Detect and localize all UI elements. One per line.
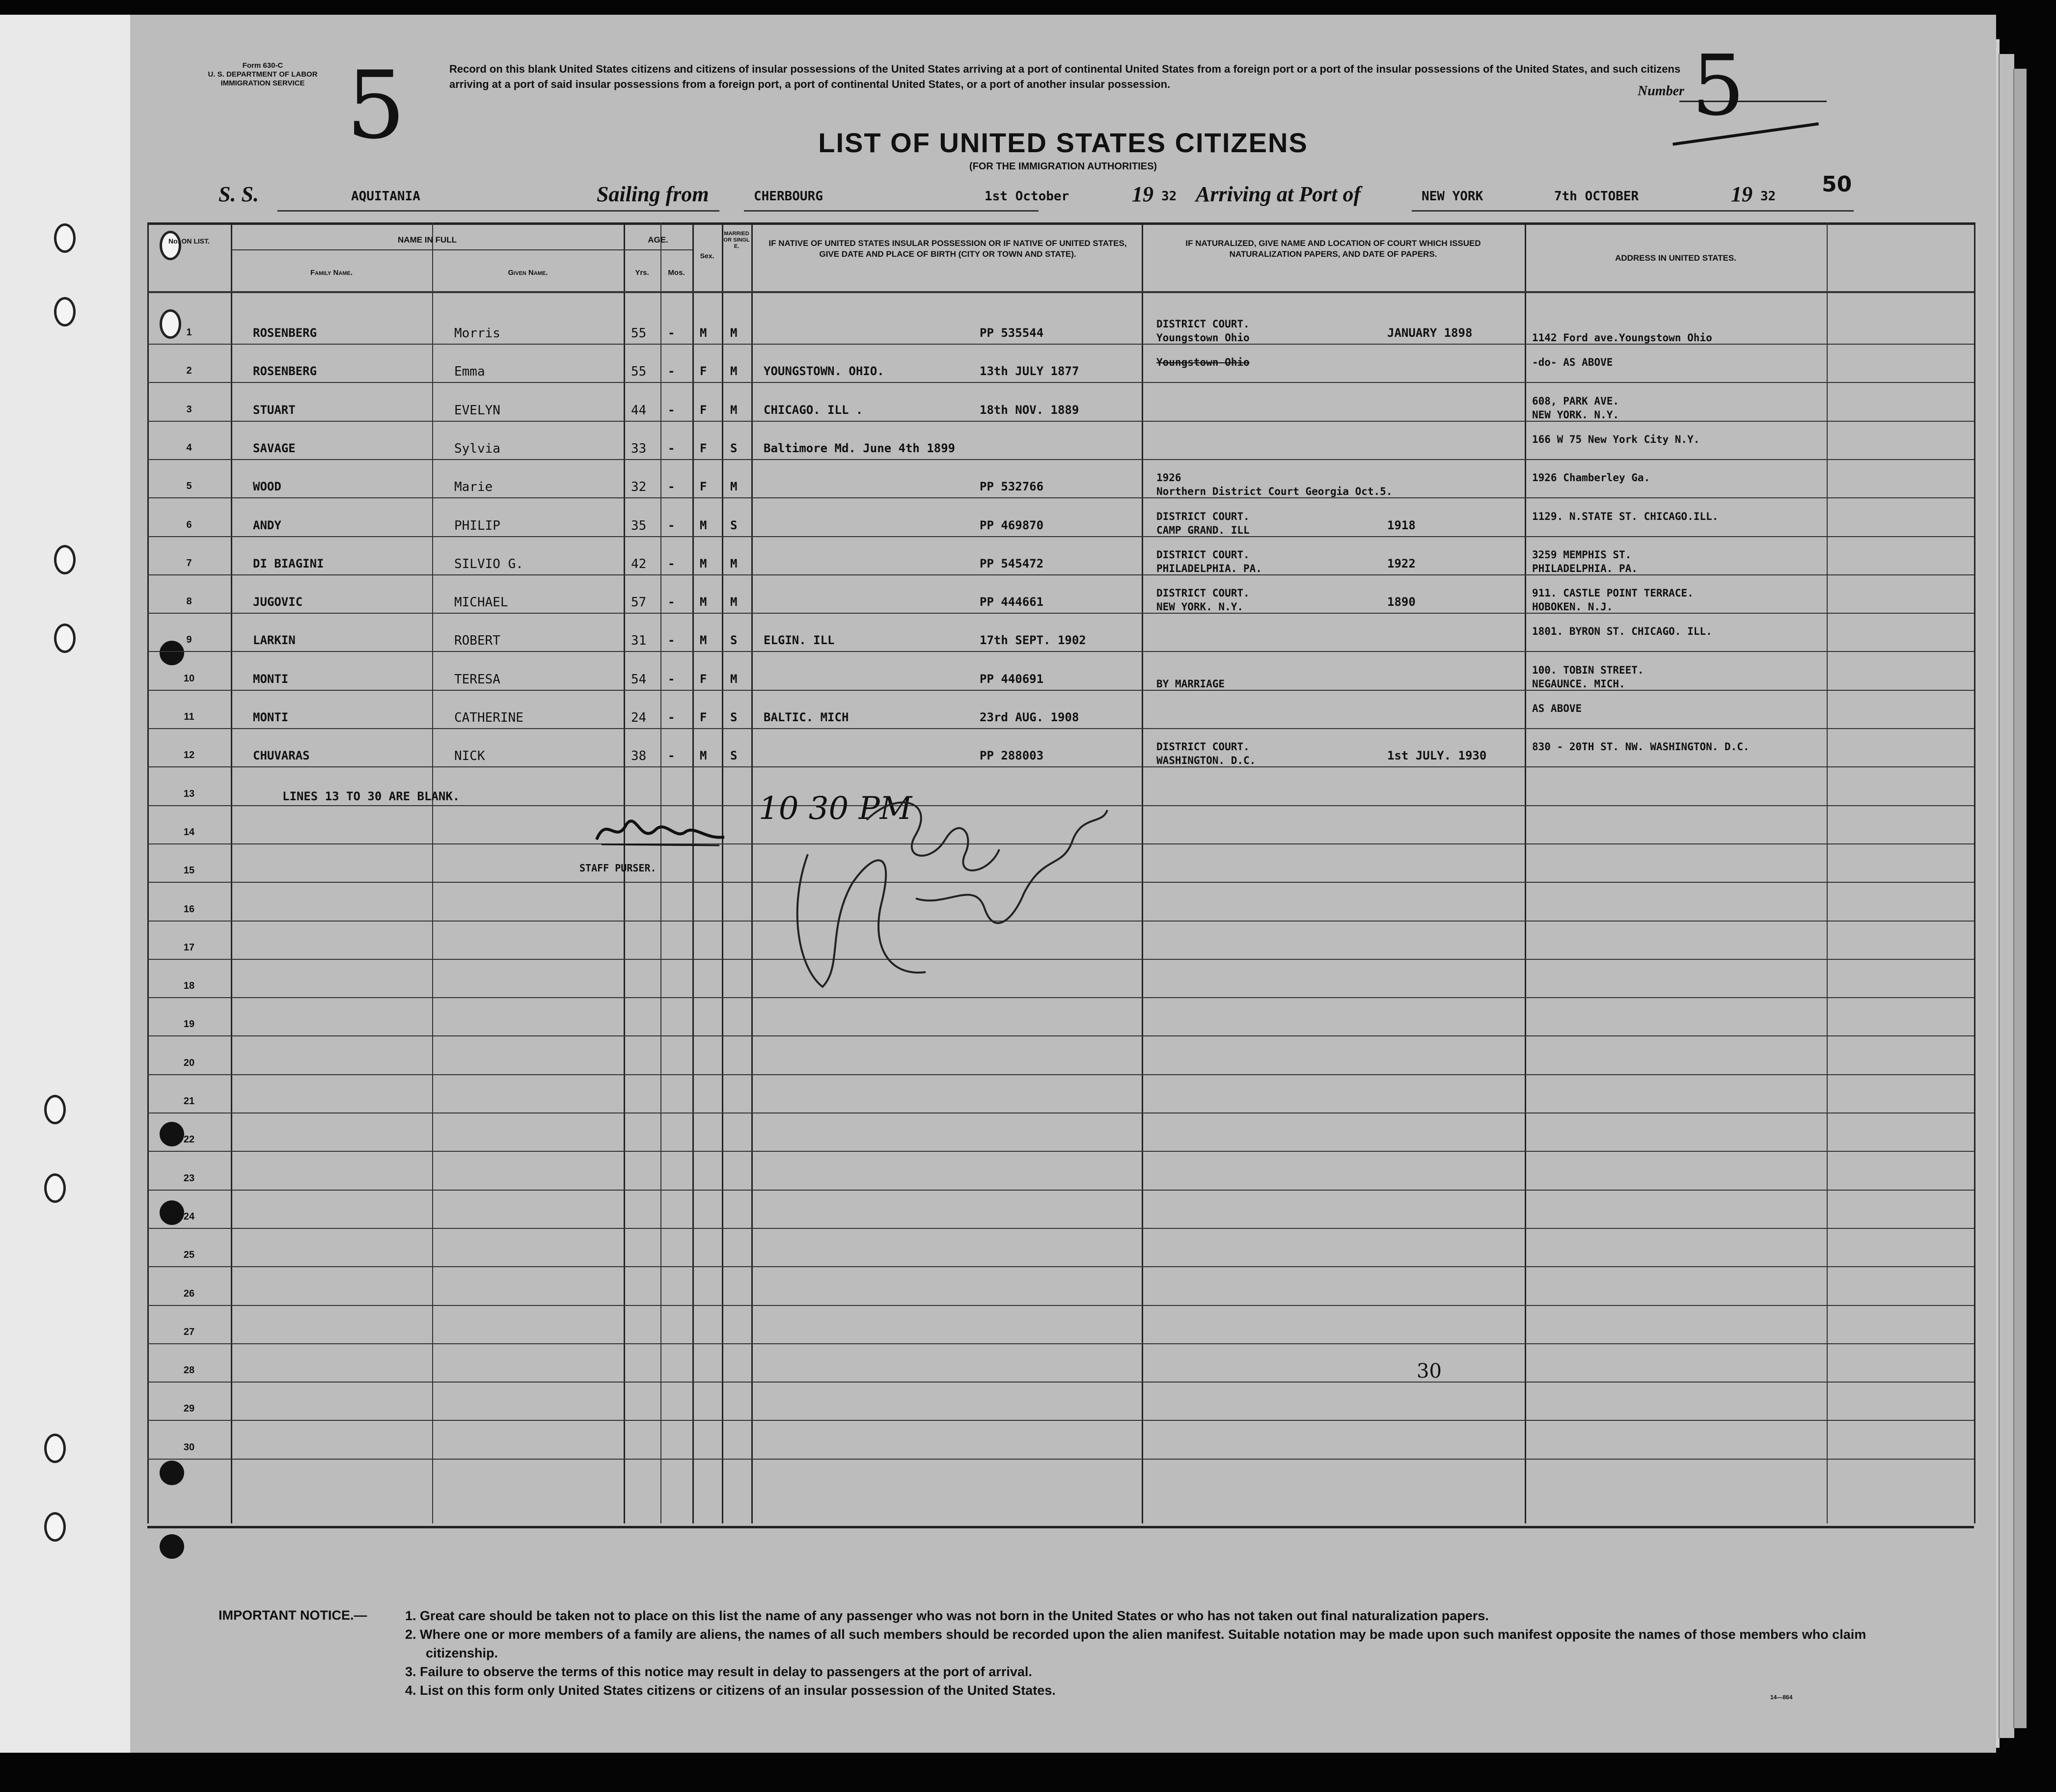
court-line-2: Northern District Court Georgia Oct.5. bbox=[1156, 486, 1393, 497]
address-line-1: 1129. N.STATE ST. CHICAGO.ILL. bbox=[1532, 511, 1719, 522]
service: IMMIGRATION SERVICE bbox=[220, 79, 305, 87]
age-years: 55 bbox=[631, 364, 647, 379]
form-number: Form 630-C bbox=[242, 61, 283, 70]
marital-status: M bbox=[730, 557, 738, 570]
sex: M bbox=[700, 595, 707, 609]
row-rule bbox=[147, 459, 1974, 460]
marital-status: S bbox=[730, 633, 738, 647]
birth-date: 13th JULY 1877 bbox=[980, 364, 1079, 378]
row-rule bbox=[147, 690, 1974, 691]
row-rule bbox=[147, 1420, 1974, 1421]
header-given: Given Name. bbox=[508, 269, 548, 277]
inspector-signature bbox=[768, 781, 1122, 992]
line-number: 19 bbox=[183, 1019, 195, 1030]
important-notice bbox=[405, 1606, 1927, 1700]
court-line-1: DISTRICT COURT. bbox=[1156, 741, 1250, 753]
row-rule bbox=[147, 421, 1974, 422]
marital-status: M bbox=[730, 403, 738, 417]
court-line-1: DISTRICT COURT. bbox=[1156, 511, 1250, 522]
ship-name: AQUITANIA bbox=[351, 189, 420, 204]
address-line-1: AS ABOVE bbox=[1532, 703, 1582, 714]
address-line-2: NEGAUNCE. MICH. bbox=[1532, 678, 1625, 690]
arriving-underline bbox=[1412, 210, 1854, 212]
family-name: SAVAGE bbox=[253, 441, 296, 455]
court-date: 1st JULY. 1930 bbox=[1387, 749, 1487, 762]
line-number: 18 bbox=[183, 980, 195, 991]
column-rule bbox=[432, 222, 433, 1523]
birth-date: 18th NOV. 1889 bbox=[980, 403, 1079, 417]
court-line-2: NEW YORK. N.Y. bbox=[1156, 601, 1244, 613]
court-line-2: BY MARRIAGE bbox=[1156, 678, 1225, 690]
blank-lines-note: LINES 13 TO 30 ARE BLANK. bbox=[282, 789, 460, 803]
row-rule bbox=[147, 344, 1974, 345]
sex: F bbox=[700, 480, 707, 493]
sex: F bbox=[700, 441, 707, 455]
address-line-1: 3259 MEMPHIS ST. bbox=[1532, 549, 1632, 561]
line-number: 22 bbox=[183, 1134, 195, 1145]
age-years: 54 bbox=[631, 672, 647, 687]
address-line-1: 911. CASTLE POINT TERRACE. bbox=[1532, 587, 1694, 599]
sex: F bbox=[700, 403, 707, 417]
page-edge bbox=[2013, 69, 2027, 1728]
ss-label: S. S. bbox=[219, 182, 259, 206]
family-name: ROSENBERG bbox=[253, 364, 317, 378]
line-number: 12 bbox=[183, 750, 195, 760]
family-name: MONTI bbox=[253, 710, 289, 724]
line-number: 5 bbox=[186, 481, 192, 491]
line-number: 7 bbox=[186, 558, 192, 569]
sex: M bbox=[700, 633, 707, 647]
binder-hole bbox=[44, 1434, 66, 1463]
line-number: 21 bbox=[183, 1096, 195, 1107]
birth-date: PP 469870 bbox=[980, 518, 1044, 532]
birth-date: PP 532766 bbox=[980, 480, 1044, 493]
address-line-2: 1142 Ford ave.Youngstown Ohio bbox=[1532, 332, 1712, 344]
arriving-label: Arriving at Port of bbox=[1196, 182, 1361, 206]
sailing-year-prefix: 19 bbox=[1132, 182, 1153, 206]
form-identifier bbox=[189, 61, 336, 88]
sex: F bbox=[700, 364, 707, 378]
age-months: - bbox=[668, 518, 675, 532]
handwritten-page-mark: 5 bbox=[346, 51, 406, 160]
line-number: 3 bbox=[186, 404, 192, 415]
birth-date: 23rd AUG. 1908 bbox=[980, 710, 1079, 724]
row-rule bbox=[147, 574, 1974, 575]
notice-item: 2. Where one or more members of a family are aliens, the names of all such members should be recorded upon the alien manifest. Suitable notation may be made upon such manifest opposite the names of those members who claim citizenship. bbox=[405, 1627, 1866, 1660]
line-number: 11 bbox=[184, 711, 194, 722]
marital-status: S bbox=[730, 749, 738, 762]
sex: M bbox=[700, 749, 707, 762]
marital-status: S bbox=[730, 441, 738, 455]
age-months: - bbox=[668, 326, 675, 340]
line-number: 2 bbox=[186, 365, 192, 376]
binder-hole bbox=[54, 297, 76, 326]
address-line-2: NEW YORK. N.Y. bbox=[1532, 409, 1619, 421]
address-line-1: 1801. BYRON ST. CHICAGO. ILL. bbox=[1532, 625, 1712, 637]
column-rule bbox=[722, 222, 723, 1523]
binder-strip bbox=[0, 15, 130, 1753]
sex: M bbox=[700, 557, 707, 570]
arriving-year: 32 bbox=[1760, 189, 1776, 204]
court-line-2: CAMP GRAND. ILL bbox=[1156, 524, 1250, 536]
header-mos: Mos. bbox=[668, 269, 685, 277]
address-line-1: 830 - 20TH ST. NW. WASHINGTON. D.C. bbox=[1532, 741, 1750, 753]
birth-place: ELGIN. ILL bbox=[764, 633, 835, 647]
line-number: 17 bbox=[183, 942, 195, 953]
row-rule bbox=[147, 1343, 1974, 1344]
form-instructions: Record on this blank United States citizens and citizens of insular possessions of the United States arriving at a port of continental United States from a foreign port or a port of the insular possessions of the United States, and such citizens arriving at a port of said insular possessions from a foreign port, a port of continental United States, or a port of another insular possession. bbox=[449, 63, 1681, 90]
notice-item: 4. List on this form only United States citizens or citizens of an insular possession of the United States. bbox=[405, 1683, 1056, 1698]
court-line-1: DISTRICT COURT. bbox=[1156, 549, 1250, 561]
address-line-1: 166 W 75 New York City N.Y. bbox=[1532, 434, 1700, 445]
row-rule bbox=[147, 1074, 1974, 1075]
column-rule bbox=[1827, 222, 1828, 1523]
column-rule bbox=[660, 222, 661, 1523]
given-name: NICK bbox=[454, 749, 485, 763]
court-date: 1918 bbox=[1387, 518, 1416, 532]
age-months: - bbox=[668, 710, 675, 724]
line-number: 16 bbox=[183, 904, 195, 915]
header-yrs: Yrs. bbox=[635, 269, 649, 277]
header-naturalized: IF NATURALIZED, GIVE NAME AND LOCATION OF COURT WHICH ISSUED NATURALIZATION PAPERS, AND DATE OF PAPERS. bbox=[1185, 239, 1481, 259]
row-rule bbox=[147, 728, 1974, 729]
line-number: 24 bbox=[183, 1211, 195, 1222]
marital-status: S bbox=[730, 710, 738, 724]
age-years: 33 bbox=[631, 441, 647, 456]
sex: M bbox=[700, 326, 707, 340]
line-number: 25 bbox=[183, 1249, 195, 1260]
header-married: MARRIED OR SINGLE. bbox=[723, 231, 750, 249]
notice-item: 3. Failure to observe the terms of this notice may result in delay to passengers at the port of arrival. bbox=[405, 1664, 1032, 1679]
age-years: 57 bbox=[631, 595, 647, 610]
page-subtitle: (FOR THE IMMIGRATION AUTHORITIES) bbox=[969, 161, 1157, 172]
row-rule bbox=[147, 1305, 1974, 1306]
arriving-year-prefix: 19 bbox=[1731, 182, 1753, 206]
given-name: CATHERINE bbox=[454, 710, 523, 725]
sailing-from: CHERBOURG bbox=[754, 189, 823, 204]
family-name: STUART bbox=[253, 403, 296, 417]
binder-hole bbox=[44, 1095, 66, 1124]
given-name: Sylvia bbox=[454, 441, 500, 456]
family-name: MONTI bbox=[253, 672, 289, 686]
family-name: WOOD bbox=[253, 480, 281, 493]
line-number: 20 bbox=[183, 1058, 195, 1068]
age-months: - bbox=[668, 441, 675, 455]
age-years: 42 bbox=[631, 557, 647, 571]
manifest-sheet bbox=[130, 15, 1996, 1753]
sex: F bbox=[700, 672, 707, 686]
row-rule bbox=[147, 997, 1974, 998]
purser-title: STAFF PURSER. bbox=[579, 862, 657, 874]
line-number: 4 bbox=[186, 442, 192, 453]
header-age: AGE. bbox=[648, 235, 668, 244]
line-number: 23 bbox=[183, 1173, 195, 1184]
given-name: EVELYN bbox=[454, 403, 500, 418]
handwritten-tally: 30 bbox=[1417, 1360, 1442, 1383]
age-years: 44 bbox=[631, 403, 647, 418]
sex: F bbox=[700, 710, 707, 724]
row-rule bbox=[147, 536, 1974, 537]
given-name: Emma bbox=[454, 364, 485, 379]
header-address: ADDRESS IN UNITED STATES. bbox=[1615, 253, 1736, 263]
court-line-1: Youngstown Ohio bbox=[1156, 356, 1250, 368]
row-rule bbox=[147, 1382, 1974, 1383]
row-rule bbox=[147, 1151, 1974, 1152]
handwritten-number: 5 bbox=[1692, 37, 1745, 135]
address-line-1: 608, PARK AVE. bbox=[1532, 395, 1619, 407]
court-date: 1922 bbox=[1387, 557, 1416, 570]
given-name: Morris bbox=[454, 326, 500, 341]
court-line-1: DISTRICT COURT. bbox=[1156, 318, 1250, 330]
column-rule bbox=[231, 222, 232, 1523]
age-years: 32 bbox=[631, 480, 647, 494]
age-months: - bbox=[668, 364, 675, 378]
marital-status: M bbox=[730, 595, 738, 609]
header-sex: Sex. bbox=[700, 252, 714, 260]
row-rule bbox=[147, 382, 1974, 383]
court-date: JANUARY 1898 bbox=[1387, 326, 1473, 340]
marital-status: M bbox=[730, 326, 738, 340]
line-number: 8 bbox=[186, 596, 192, 607]
line-number: 14 bbox=[183, 827, 195, 838]
line-number: 1 bbox=[186, 327, 192, 338]
row-rule bbox=[147, 651, 1974, 652]
arriving-port: NEW YORK bbox=[1422, 189, 1483, 204]
given-name: TERESA bbox=[454, 672, 500, 687]
row-rule bbox=[147, 497, 1974, 498]
age-months: - bbox=[668, 672, 675, 686]
column-rule bbox=[692, 222, 694, 1523]
birth-date: PP 545472 bbox=[980, 557, 1044, 570]
sailing-date: 1st October bbox=[985, 189, 1069, 204]
court-line-2: WASHINGTON. D.C. bbox=[1156, 755, 1256, 766]
given-name: SILVIO G. bbox=[454, 557, 523, 571]
notice-heading: IMPORTANT NOTICE.— bbox=[219, 1608, 367, 1623]
birth-place: YOUNGSTOWN. OHIO. bbox=[764, 364, 884, 378]
purser-signature bbox=[592, 810, 729, 854]
birth-date: PP 440691 bbox=[980, 672, 1044, 686]
address-line-1: -do- AS ABOVE bbox=[1532, 356, 1613, 368]
court-line-2: Youngstown Ohio bbox=[1156, 332, 1250, 344]
age-years: 35 bbox=[631, 518, 647, 533]
family-name: CHUVARAS bbox=[253, 749, 310, 762]
line-number: 13 bbox=[183, 788, 195, 799]
arriving-date: 7th OCTOBER bbox=[1554, 189, 1639, 204]
court-line-1: DISTRICT COURT. bbox=[1156, 587, 1250, 599]
line-number: 26 bbox=[183, 1288, 195, 1299]
sailing-label: Sailing from bbox=[597, 182, 709, 206]
column-rule bbox=[751, 222, 753, 1523]
column-rule bbox=[1525, 222, 1526, 1523]
sailing-year: 32 bbox=[1161, 189, 1177, 204]
notice-item: 1. Great care should be taken not to place on this list the name of any passenger who was not born in the United States or who has not taken out final naturalization papers. bbox=[405, 1608, 1489, 1623]
given-name: ROBERT bbox=[454, 633, 500, 648]
age-months: - bbox=[668, 403, 675, 417]
birth-date: 17th SEPT. 1902 bbox=[980, 633, 1086, 647]
birth-place: BALTIC. MICH bbox=[764, 710, 849, 724]
header-no: No. ON LIST. bbox=[168, 237, 210, 245]
header-name: NAME IN FULL bbox=[398, 235, 457, 244]
binder-hole bbox=[54, 223, 76, 253]
header-birth: IF NATIVE OF UNITED STATES INSULAR POSSESSION OR IF NATIVE OF UNITED STATES, GIVE DATE AND PLACE OF BIRTH (CITY OR TOWN AND STATE). bbox=[768, 239, 1127, 259]
age-years: 38 bbox=[631, 749, 647, 763]
birth-date: PP 535544 bbox=[980, 326, 1044, 340]
marital-status: S bbox=[730, 518, 738, 532]
marital-status: M bbox=[730, 364, 738, 378]
punch-dot bbox=[160, 1534, 184, 1559]
binder-hole bbox=[44, 1173, 66, 1203]
court-line-1: 1926 bbox=[1156, 472, 1181, 484]
page-edge bbox=[1999, 54, 2014, 1738]
header-family: Family Name. bbox=[310, 269, 353, 277]
ship-underline bbox=[277, 210, 719, 212]
age-years: 31 bbox=[631, 633, 647, 648]
row-rule bbox=[147, 1035, 1974, 1036]
header-rule bbox=[231, 249, 692, 250]
department: U. S. DEPARTMENT OF LABOR bbox=[208, 70, 318, 79]
corner-number: 50 bbox=[1822, 172, 1852, 197]
sex: M bbox=[700, 518, 707, 532]
age-months: - bbox=[668, 633, 675, 647]
birth-place: Baltimore Md. June 4th 1899 bbox=[764, 441, 956, 455]
handwritten-time: 10 30 PM bbox=[759, 790, 912, 827]
family-name: DI BIAGINI bbox=[253, 557, 324, 570]
line-number: 27 bbox=[183, 1327, 195, 1337]
address-line-1: 1926 Chamberley Ga. bbox=[1532, 472, 1650, 484]
line-number: 10 bbox=[183, 673, 195, 684]
binder-hole bbox=[54, 545, 76, 574]
age-months: - bbox=[668, 749, 675, 762]
column-rule bbox=[1142, 222, 1143, 1523]
court-line-2: PHILADELPHIA. PA. bbox=[1156, 563, 1262, 574]
age-months: - bbox=[668, 557, 675, 570]
line-number: 9 bbox=[186, 634, 192, 645]
line-number: 28 bbox=[183, 1365, 195, 1376]
header-rule bbox=[147, 291, 1974, 293]
binder-hole bbox=[44, 1512, 66, 1542]
sailing-underline bbox=[744, 210, 1039, 212]
line-number: 6 bbox=[186, 519, 192, 530]
row-rule bbox=[147, 613, 1974, 614]
family-name: ROSENBERG bbox=[253, 326, 317, 340]
row-rule bbox=[147, 766, 1974, 767]
address-line-2: HOBOKEN. N.J. bbox=[1532, 601, 1613, 613]
age-years: 55 bbox=[631, 326, 647, 341]
birth-date: PP 444661 bbox=[980, 595, 1044, 609]
row-rule bbox=[147, 1459, 1974, 1460]
marital-status: M bbox=[730, 480, 738, 493]
given-name: PHILIP bbox=[454, 518, 500, 533]
age-months: - bbox=[668, 480, 675, 493]
page-title: LIST OF UNITED STATES CITIZENS bbox=[818, 127, 1308, 158]
number-label: Number bbox=[1638, 83, 1684, 99]
birth-place: CHICAGO. ILL . bbox=[764, 403, 863, 417]
family-name: JUGOVIC bbox=[253, 595, 303, 609]
row-rule bbox=[147, 1228, 1974, 1229]
birth-date: PP 288003 bbox=[980, 749, 1044, 762]
line-number: 15 bbox=[183, 865, 195, 876]
age-years: 24 bbox=[631, 710, 647, 725]
binder-hole bbox=[54, 624, 76, 653]
given-name: Marie bbox=[454, 480, 493, 494]
row-rule bbox=[147, 1190, 1974, 1191]
given-name: MICHAEL bbox=[454, 595, 508, 610]
family-name: LARKIN bbox=[253, 633, 296, 647]
form-code: 14—864 bbox=[1770, 1694, 1793, 1701]
family-name: ANDY bbox=[253, 518, 281, 532]
address-line-1: 100. TOBIN STREET. bbox=[1532, 664, 1644, 676]
court-date: 1890 bbox=[1387, 595, 1416, 609]
row-rule bbox=[147, 1266, 1974, 1267]
address-line-2: PHILADELPHIA. PA. bbox=[1532, 563, 1638, 574]
line-number: 30 bbox=[183, 1442, 195, 1453]
marital-status: M bbox=[730, 672, 738, 686]
line-number: 29 bbox=[183, 1403, 195, 1414]
age-months: - bbox=[668, 595, 675, 609]
column-rule bbox=[1974, 222, 1975, 1523]
